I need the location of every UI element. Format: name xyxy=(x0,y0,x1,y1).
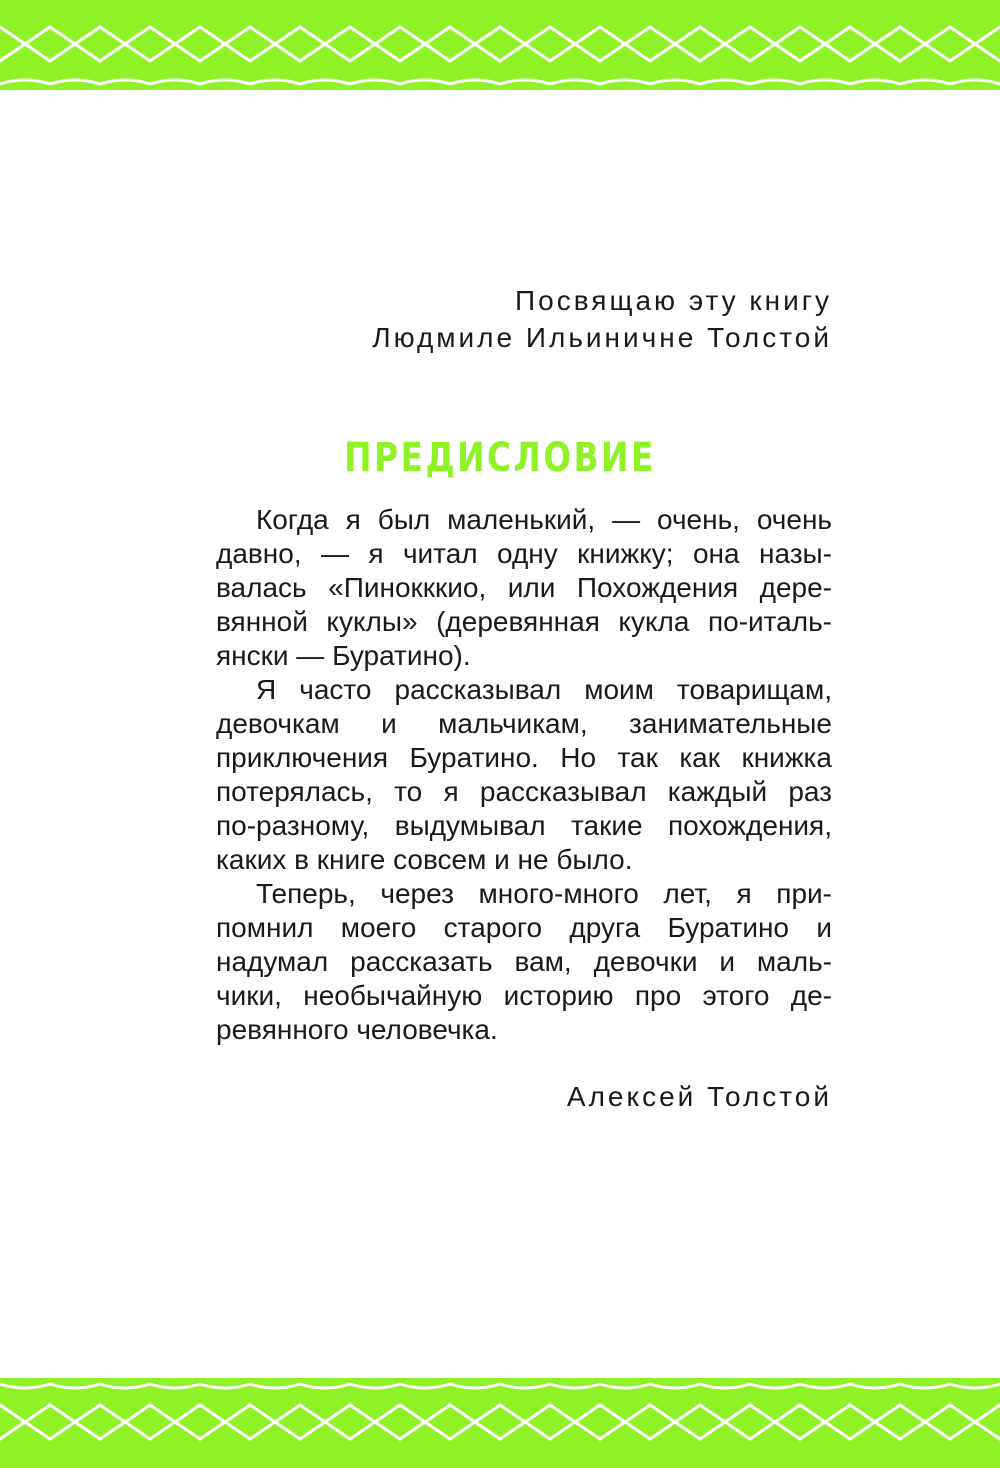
paragraph-line: янски — Буратино). xyxy=(216,640,471,671)
paragraph-line: Я часто рассказывал моим товарищам, xyxy=(256,674,832,705)
author-signature: Алексей Толстой xyxy=(566,1081,832,1112)
bottom-decorative-border xyxy=(0,1378,1000,1468)
top-decorative-border xyxy=(0,0,1000,90)
preface-body xyxy=(216,503,832,1047)
dedication-line-2: Людмиле Ильиничне Толстой xyxy=(372,322,832,353)
bottom-pattern-svg xyxy=(0,1378,1000,1468)
paragraph-line: помнил моего старого друга Буратино и xyxy=(216,912,832,943)
paragraph-line: приключения Буратино. Но так как книжка xyxy=(216,742,832,773)
paragraph xyxy=(216,877,832,1047)
paragraph-line: потерялась, то я рассказывал каждый раз xyxy=(216,776,832,807)
section-heading: ПРЕДИСЛОВИЕ xyxy=(344,435,656,481)
dedication-line-1: Посвящаю эту книгу xyxy=(515,285,832,316)
top-pattern-svg xyxy=(0,0,1000,90)
paragraph-line: по-разному, выдумывал такие похождения, xyxy=(216,810,832,841)
paragraph-line: Теперь, через много-много лет, я при- xyxy=(256,878,832,909)
paragraph-line: Когда я был маленький, — очень, очень xyxy=(256,504,832,535)
dedication xyxy=(168,282,832,356)
paragraph-line: чики, необычайную историю про этого де- xyxy=(216,980,832,1011)
paragraph-line: вянной куклы» (деревянная кукла по-италь- xyxy=(216,606,832,637)
paragraph xyxy=(216,673,832,877)
paragraph-line: девочкам и мальчикам, занимательные xyxy=(216,708,832,739)
paragraph-line: давно, — я читал одну книжку; она назы- xyxy=(216,538,832,569)
paragraph xyxy=(216,503,832,673)
paragraph-line: каких в книге совсем и не было. xyxy=(216,844,633,875)
paragraph-line: надумал рассказать вам, девочки и маль- xyxy=(216,946,832,977)
paragraph-line: валась «Пинокккио, или Похождения дере- xyxy=(216,572,832,603)
paragraph-line: ревянного человечка. xyxy=(216,1014,498,1045)
